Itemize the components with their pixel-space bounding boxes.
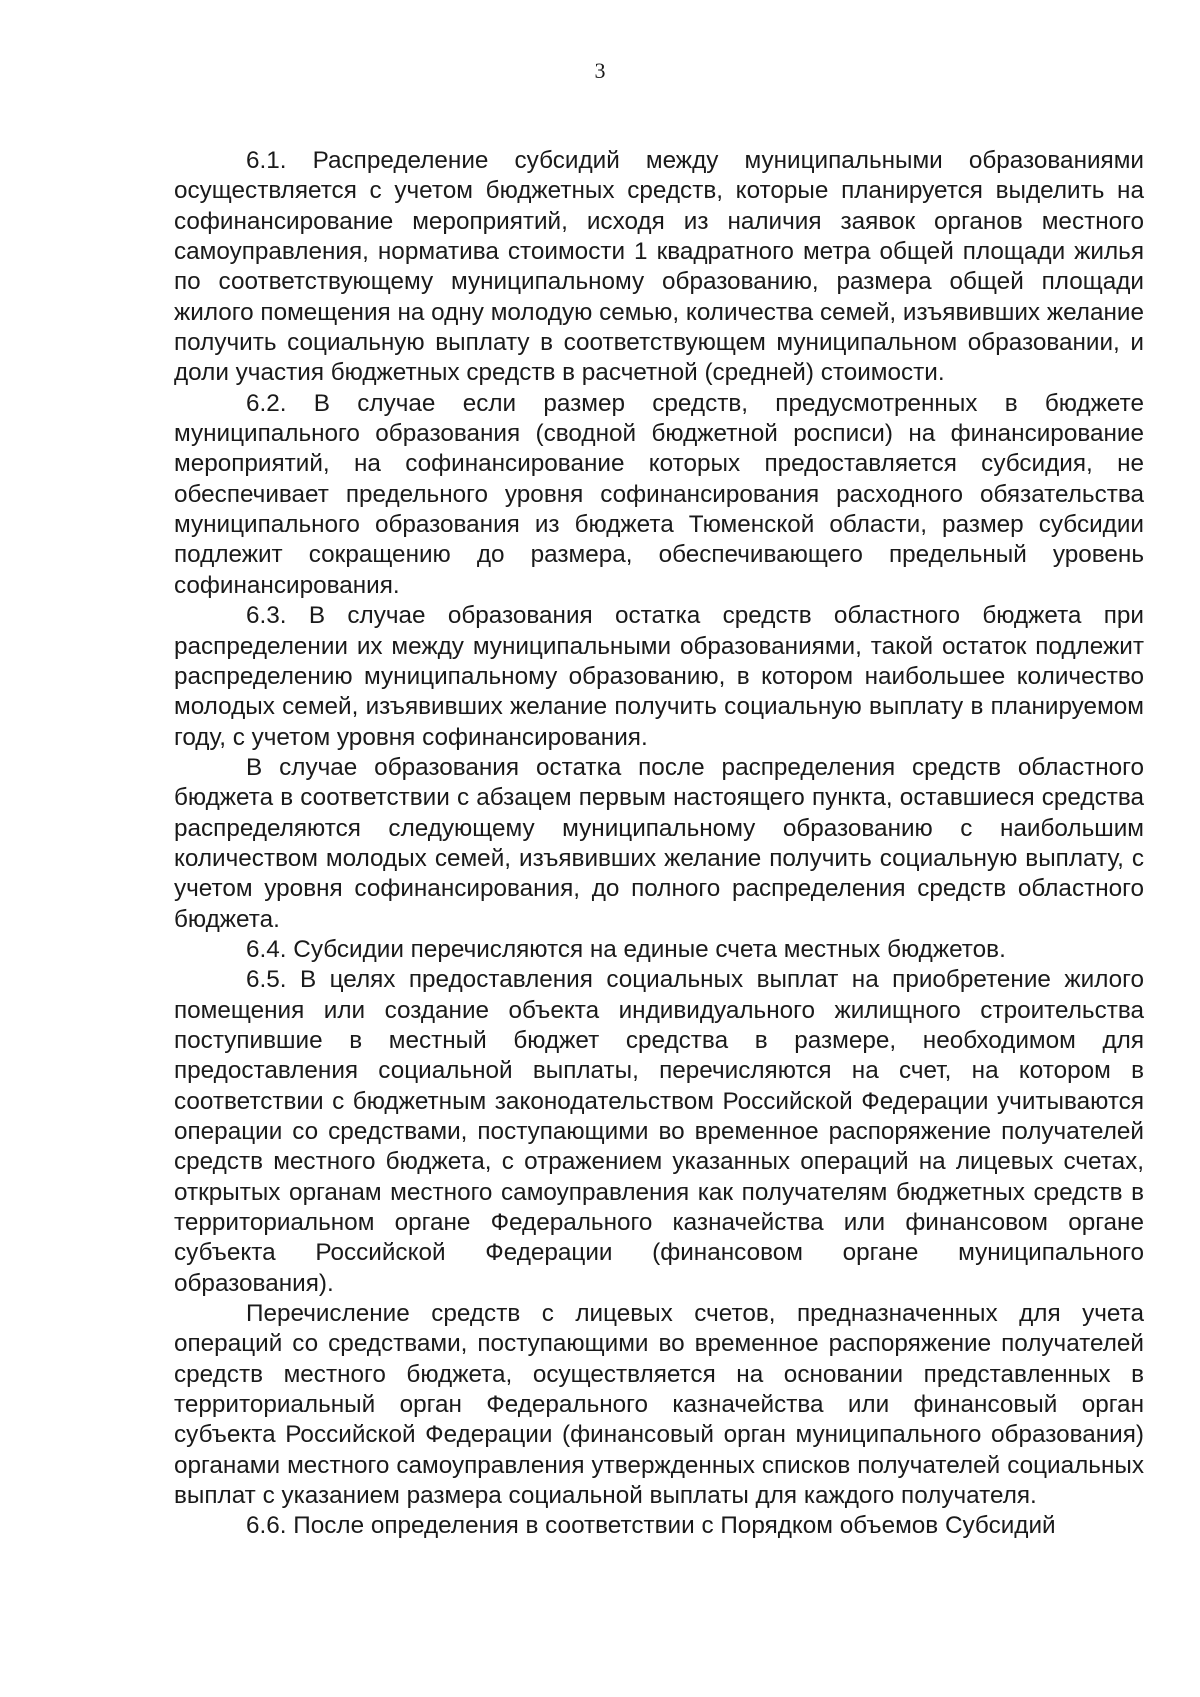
paragraph-6-6: 6.6. После определения в соответствии с Порядком объемов Субсидий	[246, 1512, 1056, 1540]
paragraph-6-3-continued: В случае образования остатка после распределения средств областного бюджета в соответствии с абзацем первым настоящего пункта, оставшиеся средства распределяются следующему муниципальному образованию с наибольшим количеством молодых семей, изъявивших желание получить социальную выплату, с учетом уровня софинансирования, до полного распределения средств областного бюджета.	[174, 753, 1144, 933]
paragraph-6-2: 6.2. В случае если размер средств, предусмотренных в бюджете муниципального образования (сводной бюджетной росписи) на финансирование мероприятий, на софинансирование которых предоставляется субсидия, не обеспечивает предельного уровня софинансирования расходного обязательства муниципального образования из бюджета Тюменской области, размер субсидии подлежит сокращению до размера, обеспечивающего предельный уровень софинансирования.	[174, 389, 1144, 599]
paragraph-6-4: 6.4. Субсидии перечисляются на единые счета местных бюджетов.	[246, 935, 1006, 963]
page-number: 3	[594, 58, 606, 83]
paragraph-6-1: 6.1. Распределение субсидий между муниципальными образованиями осуществляется с учетом бюджетных средств, которые планируется выделить на софинансирование мероприятий, исходя из наличия заявок органов местного самоуправления, норматива стоимости 1 квадратного метра общей площади жилья по соответствующему муниципальному образованию, размера общей площади жилого помещения на одну молодую семью, количества семей, изъявивших желание получить социальную выплату в соответствующем муниципальном образовании, и доли участия бюджетных средств в расчетной (средней) стоимости.	[174, 147, 1144, 387]
paragraph-6-5-continued: Перечисление средств с лицевых счетов, предназначенных для учета операций со средствами, поступающими во временное распоряжение получателей средств местного бюджета, осуществляется на основании представленных в территориальный орган Федерального казначейства или финансовый орган субъекта Российской Федерации (финансовый орган муниципального образования) органами местного самоуправления утвержденных списков получателей социальных выплат с указанием размера социальной выплаты для каждого получателя.	[174, 1300, 1144, 1510]
document-body	[174, 146, 1144, 1542]
paragraph-6-5: 6.5. В целях предоставления социальных выплат на приобретение жилого помещения или создание объекта индивидуального жилищного строительства поступившие в местный бюджет средства в размере, необходимом для предоставления социальной выплаты, перечисляются на счет, на котором в соответствии с бюджетным законодательством Российской Федерации учитываются операции со средствами, поступающими во временное распоряжение получателей средств местного бюджета, с отражением указанных операций на лицевых счетах, открытых органам местного самоуправления как получателям бюджетных средств в территориальном органе Федерального казначейства или финансовом органе субъекта Российской Федерации (финансовом органе муниципального образования).	[174, 966, 1144, 1297]
paragraph-6-3: 6.3. В случае образования остатка средств областного бюджета при распределении их между муниципальными образованиями, такой остаток подлежит распределению муниципальному образованию, в котором наибольшее количество молодых семей, изъявивших желание получить социальную выплату в планируемом году, с учетом уровня софинансирования.	[174, 602, 1144, 751]
